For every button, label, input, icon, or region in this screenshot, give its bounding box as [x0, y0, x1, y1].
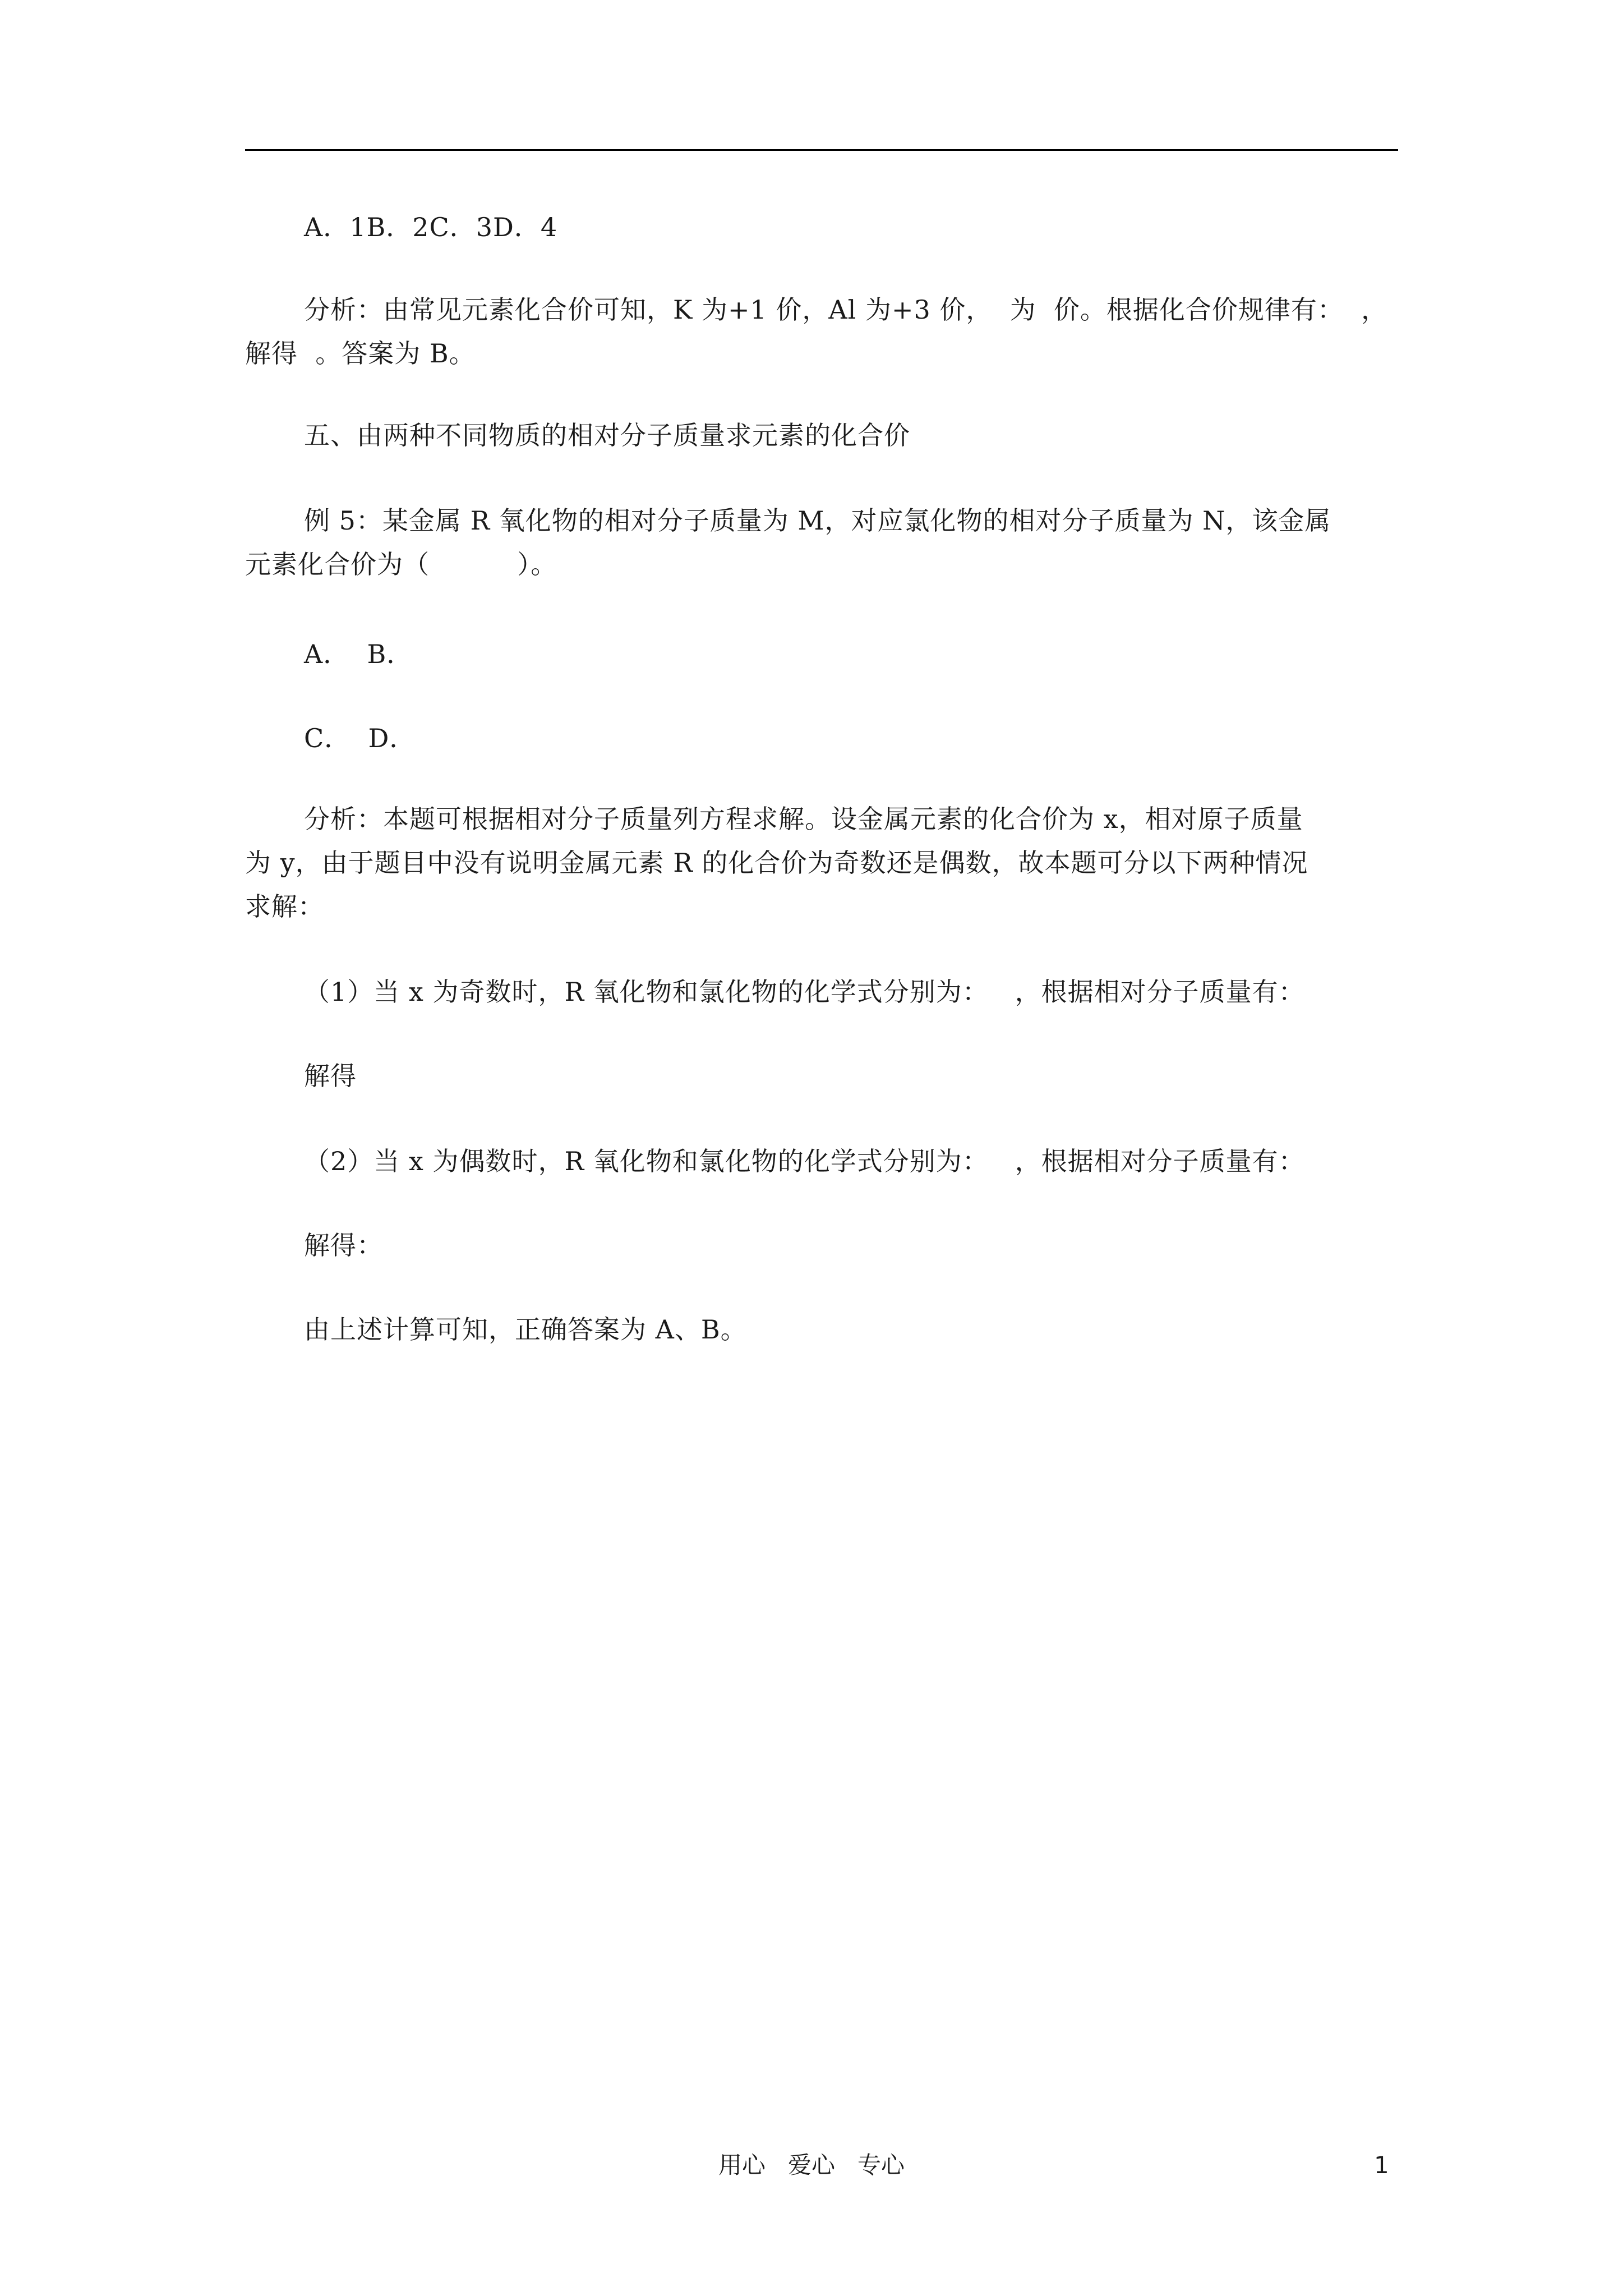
- analysis1-line2: 解得 。答案为 B。: [245, 338, 476, 369]
- case1-line: （1）当 x 为奇数时，R 氧化物和氯化物的化学式分别为： ，根据相对分子质量有：: [304, 977, 1305, 1007]
- case2-line: （2）当 x 为偶数时，R 氧化物和氯化物的化学式分别为： ，根据相对分子质量有：: [304, 1146, 1305, 1176]
- options-line: A．1B．2C．3D．4: [304, 212, 558, 242]
- header-rule: [245, 149, 1398, 151]
- footer-slogan: 用心 爱心 专心: [718, 2151, 905, 2179]
- analysis2-line3: 求解：: [245, 891, 324, 922]
- analysis2-line2: 为 y，由于题目中没有说明金属元素 R 的化合价为奇数还是偶数，故本题可分以下两种情况: [245, 848, 1308, 878]
- options-ab: A． B．: [304, 639, 413, 669]
- analysis1-line1: 分析：由常见元素化合价可知，K 为+1 价，Al 为+3 价， 为 价。根据化合价规律有： ，: [304, 295, 1388, 325]
- options-cd: C． D．: [304, 723, 416, 753]
- page-number: 1: [1374, 2151, 1389, 2179]
- example5-line1: 例 5：某金属 R 氧化物的相对分子质量为 M，对应氯化物的相对分子质量为 N，该金属: [304, 505, 1331, 536]
- example5-line2: 元素化合价为（ ）。: [245, 549, 557, 579]
- section-heading: 五、由两种不同物质的相对分子质量求元素的化合价: [304, 420, 910, 450]
- analysis2-line1: 分析：本题可根据相对分子质量列方程求解。设金属元素的化合价为 x，相对原子质量: [304, 804, 1303, 834]
- case2-solve: 解得：: [304, 1230, 383, 1260]
- conclusion-line: 由上述计算可知，正确答案为 A、B。: [304, 1314, 747, 1345]
- case1-solve: 解得: [304, 1061, 357, 1091]
